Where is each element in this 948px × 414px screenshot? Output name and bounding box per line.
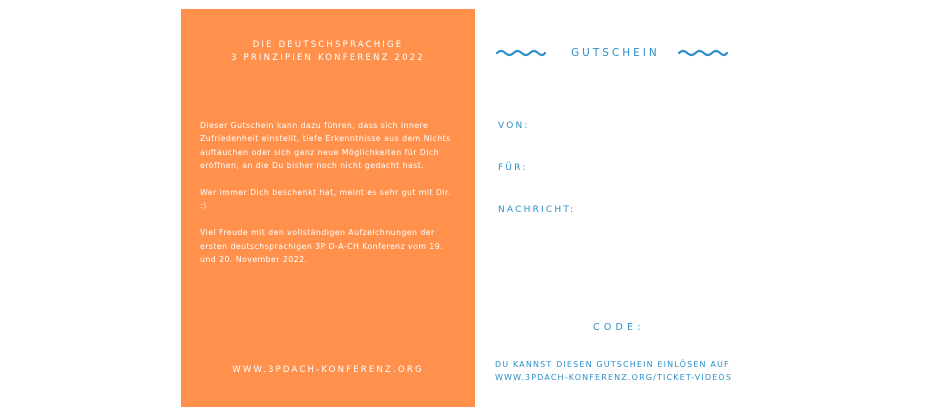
redeem-line1: DU KANNST DIESEN GUTSCHEIN EINLÖSEN AUF	[495, 360, 730, 369]
voucher-title: GUTSCHEIN	[571, 47, 660, 59]
conference-heading-line1: DIE DEUTSCHSPRACHIGE	[252, 40, 404, 50]
wave-icon	[496, 48, 546, 58]
wave-icon	[678, 48, 728, 58]
voucher-description	[200, 119, 458, 280]
description-paragraph: Wer immer Dich beschenkt hat, meint es sehr gut mit Dir. :)	[200, 188, 451, 211]
voucher-info-panel	[181, 9, 475, 407]
redeem-link[interactable]: WWW.3PDACH-KONFERENZ.ORG/TICKET-VIDEOS	[495, 373, 733, 382]
website-text: WWW.3PDACH-KONFERENZ.ORG	[232, 365, 424, 375]
description-paragraph: Dieser Gutschein kann dazu führen, dass sich innere Zufriedenheit einstellt, tiefe Erkenntnisse aus dem Nichts auftauchen oder sich ganz neue Möglichkeiten für Dich eröffnen, an die Du bisher noch nicht gedacht hast.	[200, 121, 451, 171]
from-label: VON:	[498, 121, 530, 131]
conference-heading	[181, 39, 475, 65]
for-label: FÜR:	[498, 163, 528, 173]
code-label: CODE:	[593, 322, 645, 333]
description-paragraph: Viel Freude mit den vollständigen Aufzeichnungen der ersten deutschsprachigen 3P D-A-CH Konferenz vom 19. und 20. November 2022.	[200, 228, 444, 265]
conference-heading-line2: 3 PRINZIPIEN KONFERENZ 2022	[230, 53, 425, 63]
redeem-info	[495, 358, 732, 384]
message-label: NACHRICHT:	[498, 205, 576, 215]
voucher-form-panel	[475, 0, 948, 414]
